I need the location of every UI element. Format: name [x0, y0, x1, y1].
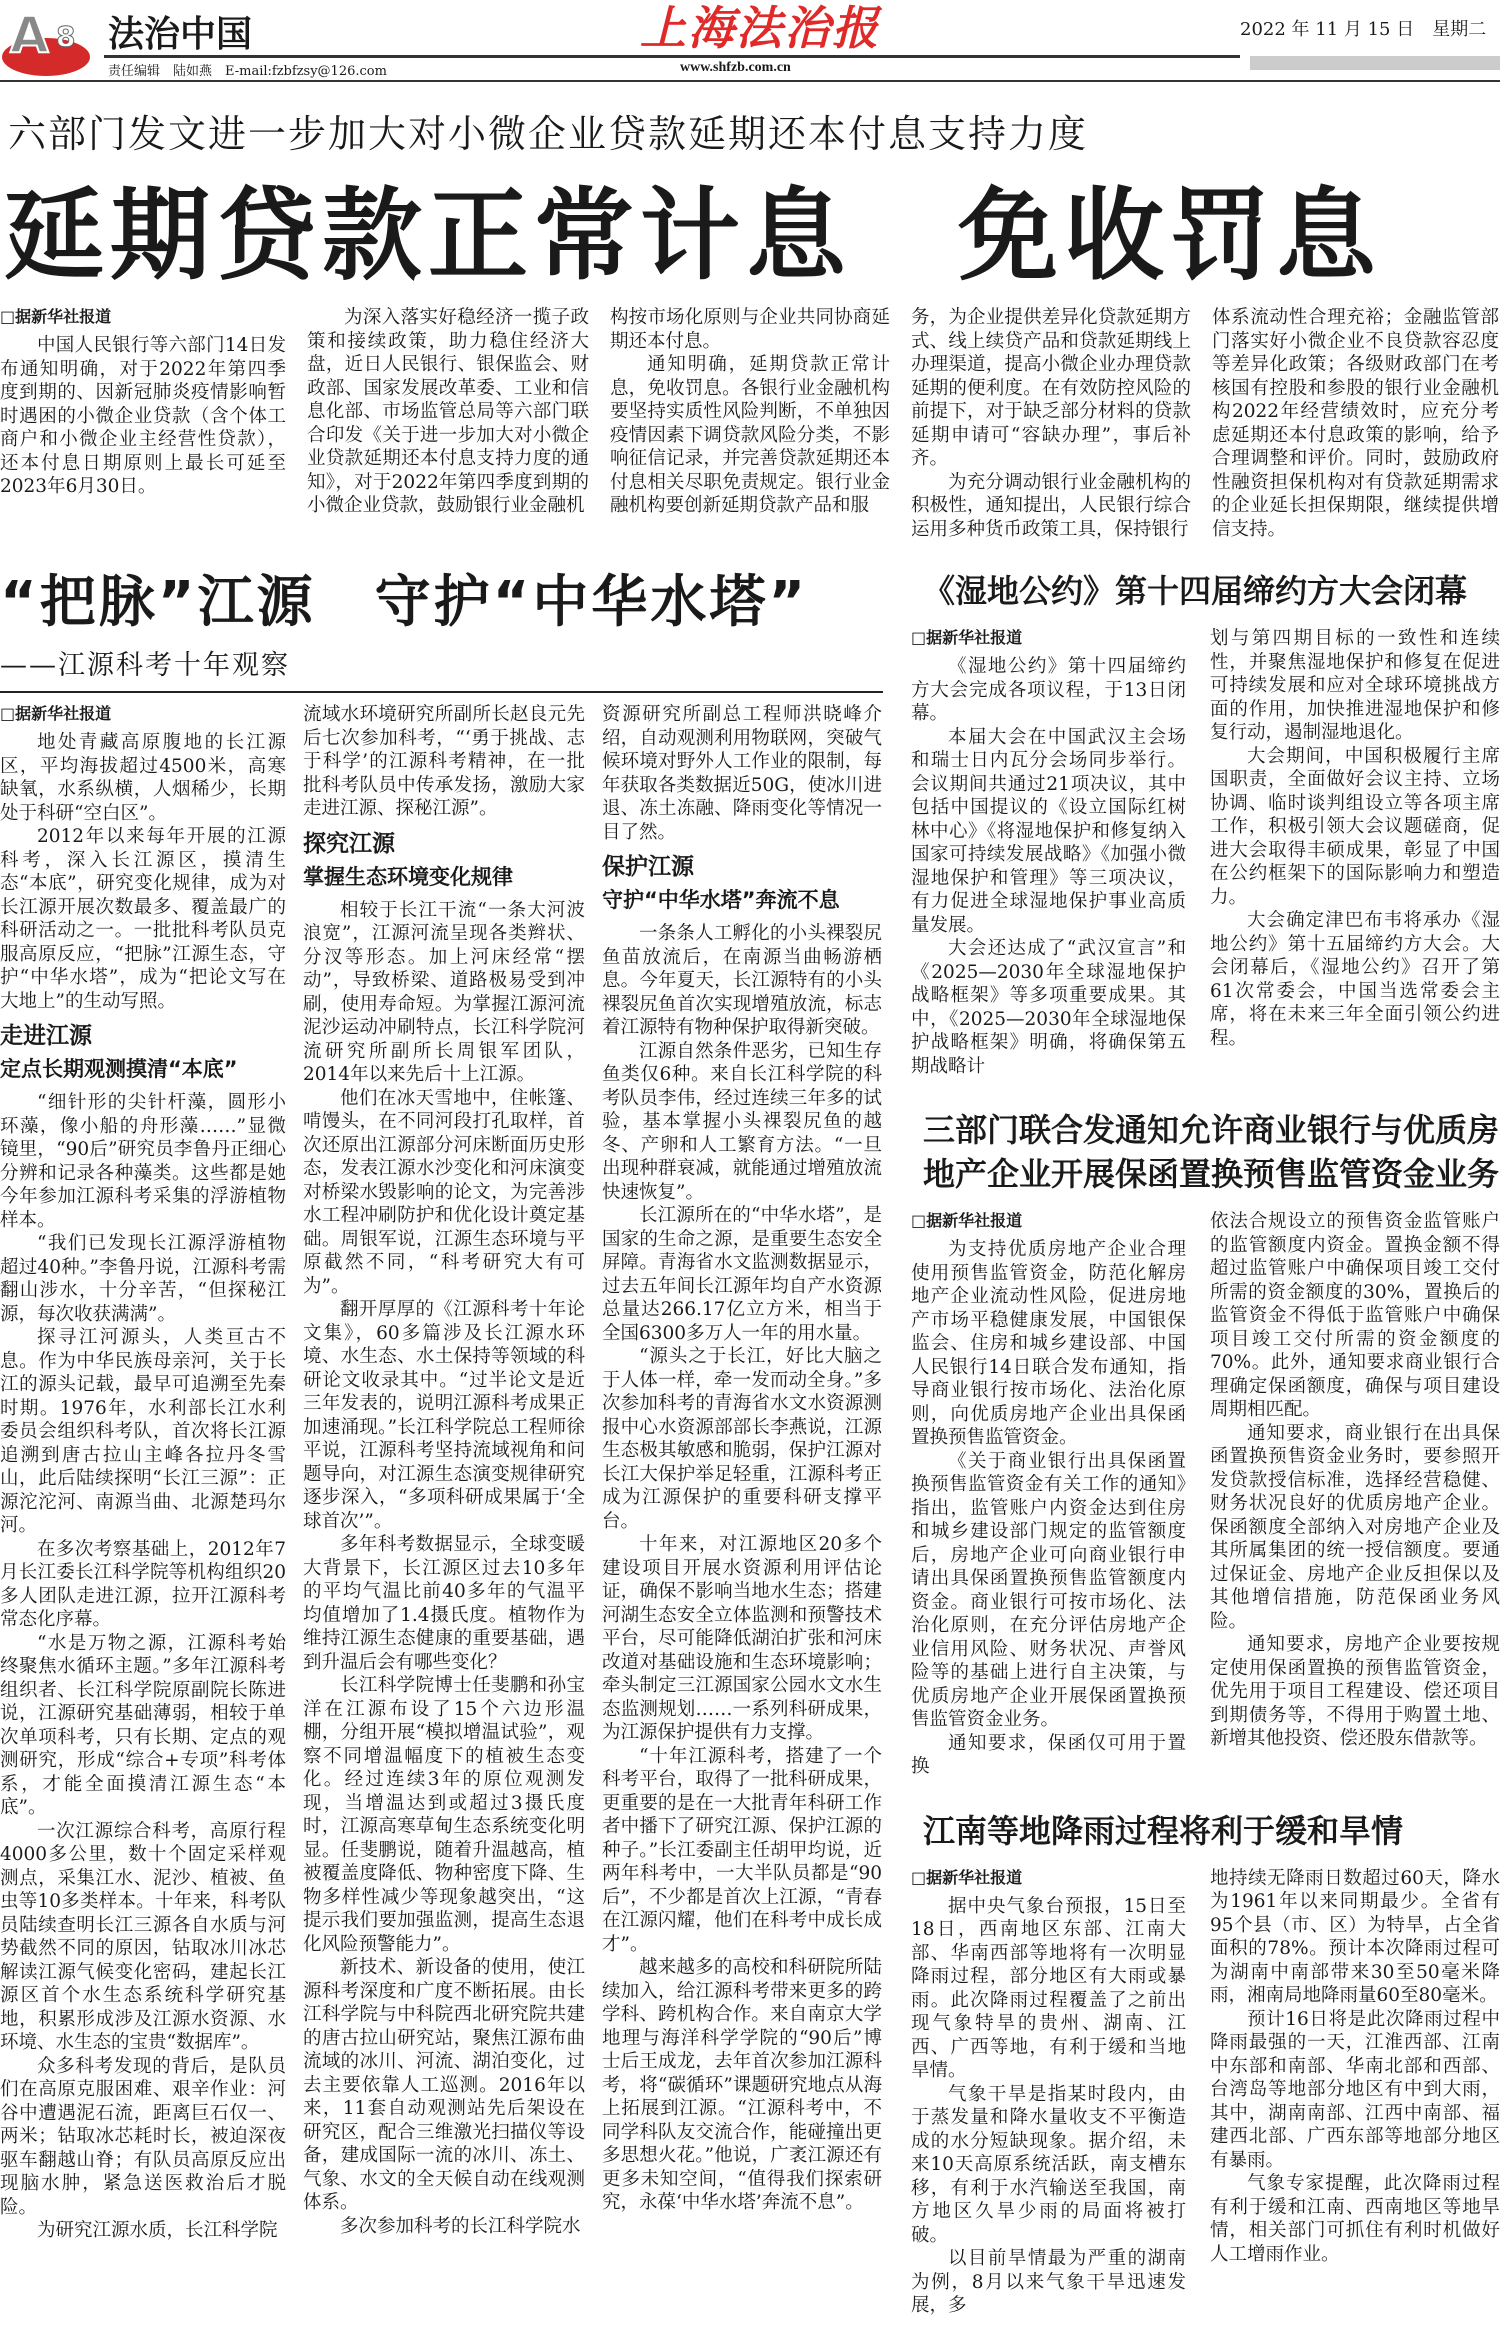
issue-date: 2022 年 11 月 15 日 星期二 [1240, 19, 1487, 40]
guarantee-column [911, 1210, 1186, 1779]
paragraph: 据中央气象台预报，15日至18日，西南地区东部、江南大部、华南西部等地将有一次明显降雨过程，部分地区有大雨或暴雨。此次降雨过程覆盖了之前出现气象特旱的贵州、湖南、江西、广西等地，有利于缓和当地旱情。 [911, 1895, 1186, 2081]
paragraph: 大会还达成了“武汉宣言”和《2025—2030年全球湿地保护战略框架》等多项重要成果。其中，《2025—2030年全球湿地保护战略框架》明确，将确保第五期战略计 [911, 938, 1186, 1077]
paragraph: 长江科学院博士任斐鹏和孙宝洋在江源布设了15个六边形温棚，分组开展“模拟增温试验”，观察不同增温幅度下的植被生态变化。经过连续3年的原位观测发现，当增温达到或超过3摄氏度时，江源高寒草甸生态系统变化明显。任斐鹏说，随着升温越高，植被覆盖度降低、物种密度下降、生物多样性减少等现象越突出，“这提示我们要加强监测，提高生态退化风险预警能力”。 [303, 1675, 585, 1955]
page-number-badge [0, 6, 92, 76]
paragraph: “十年江源科考，搭建了一个科考平台，取得了一批科研成果，更重要的是在一大批青年科研工作者中播下了研究江源、保护江源的种子。”长江委副主任胡甲均说，近两年科考中，一大半队员都是“90后”，不少都是首次上江源，“青春在江源闪耀，他们在科考中成长成才”。 [602, 1745, 882, 1955]
paragraph: 翻开厚厚的《江源科考十年论文集》，60多篇涉及长江源水环境、水生态、水土保持等领域的科研论文收录其中。“过半论文是近三年发表的，说明江源科考成果正加速涌现。”长江科学院总工程师徐平说，江源科考坚持流域视角和问题导向，对江源生态演变规律研究逐步深入，“多项科研成果属于‘全球首次’”。 [303, 1299, 585, 1532]
paragraph: 他们在冰天雪地中，住帐篷、啃馒头，在不同河段打孔取样，首次还原出江源部分河床断面历史形态，发表江源水沙变化和河床演变对桥梁水毁影响的论文，为完善涉水工程冲刷防护和优化设计奠定基础。周银军说，江源生态环境与平原截然不同，“科考研究大有可为”。 [303, 1087, 585, 1297]
paragraph: 本届大会在中国武汉主会场和瑞士日内瓦分会场同步举行。会议期间共通过21项决议，其中包括中国提议的《设立国际红树林中心》《将湿地保护和修复纳入国家可持续发展战略》《加强小微湿地保护和管理》等三项决议，有力促进全球湿地保护事业高质量发展。 [911, 726, 1186, 936]
byline: □据新华社报道 [911, 628, 1023, 647]
wetland-headline: 《湿地公约》第十四届缔约方大会闭幕 [923, 572, 1468, 610]
section-subheading: 守护“中华水塔”奔流不息 [602, 888, 840, 912]
rain-article [911, 1809, 1500, 2318]
paragraph: 为深入落实好稳经济一揽子政策和接续政策，助力稳住经济大盘，近日人民银行、银保监会、财政部、国家发展改革委、工业和信息化部、市场监管总局等六部门联合印发《关于进一步加大对小微企业贷款延期还本付息支持力度的通知》，对于2022年第四季度到期的小微企业贷款，鼓励银行业金融机 [307, 307, 589, 516]
paragraph: 多次参加科考的长江科学院水 [340, 2215, 581, 2237]
jiangyuan-headline: “把脉”江源 守护“中华水塔” [0, 570, 809, 635]
paragraph: 预计16日将是此次降雨过程中降雨最强的一天，江淮西部、江南中东部和南部、华南北部和西部、台湾岛等地部分地区有中到大雨，其中，湖南南部、江西中南部、福建西北部、广西东部等地部分地区有暴雨。 [1210, 2008, 1500, 2171]
page-content [0, 110, 1500, 2348]
paragraph: 依法合规设立的预售资金监管账户的监管额度内资金。置换金额不得超过监管账户中确保项目竣工交付所需的资金额度的30%，置换后的监管资金不得低于监管账户中确保项目竣工交付所需的资金额度的70%。此外，通知要求商业银行合理确定保函额度，确保与项目建设周期相匹配。 [1210, 1211, 1500, 1420]
paragraph: 大会确定津巴布韦将承办《湿地公约》第十五届缔约方大会。大会闭幕后，《湿地公约》召开了第61次常委会，中国当选常委会主席，将在未来三年全面引领公约进程。 [1210, 910, 1500, 1049]
paragraph: 《湿地公约》第十四届缔约方大会完成各项议程，于13日闭幕。 [911, 656, 1186, 724]
paragraph: 大会期间，中国积极履行主席国职责，全面做好会议主持、立场协调、临时谈判组设立等各项主席工作，积极引领大会议题磋商，促进大会取得丰硕成果，彰显了中国在公约框架下的国际影响力和塑造力。 [1210, 745, 1500, 908]
grey-bar [1250, 56, 1500, 70]
page-letter: A [10, 6, 49, 64]
paragraph: 众多科考发现的背后，是队员们在高原克服困难、艰辛作业：河谷中遭遇泥石流，距离巨石仅一、两米；钻取冰芯耗时长，被迫深夜驱车翻越山脊；有队员高原反应出现脑水肿，紧急送医救治后才脱险。 [0, 2055, 286, 2218]
paragraph: 通知明确，延期贷款正常计息，免收罚息。各银行业金融机构要坚持实质性风险判断，不单独因疫情因素下调贷款风险分类，不影响征信记录，并完善贷款延期还本付息相关尽职免责规定。银行业金融机构要创新延期贷款产品和服 [610, 354, 890, 516]
paragraph: 新技术、新设备的使用，使江源科考深度和广度不断拓展。由长江科学院与中科院西北研究院共建的唐古拉山研究站，聚焦江源布曲流域的冰川、河流、湖泊变化，过去主要依靠人工巡测。2016年以来，11套自动观测站先后架设在研究区，配合三维激光扫描仪等设备，建成国际一流的冰川、冻土、气象、水文的全天候自动在线观测体系。 [303, 1957, 585, 2213]
paragraph: 《关于商业银行出具保函置换预售监管资金有关工作的通知》指出，监管账户内资金达到住房和城乡建设部门规定的监管额度后，房地产企业可向商业银行申请出具保函置换预售监管额度内资金。商业银行可按市场化、法治化原则，在充分评估房地产企业信用风险、财务状况、声誉风险等的基础上进行自主决策，与优质房地产企业开展保函置换预售监管资金业务。 [911, 1450, 1186, 1730]
jiangyuan-subtitle: ——江源科考十年观察 [0, 650, 290, 681]
paragraph: 一条条人工孵化的小头裸裂尻鱼苗放流后，在南源当曲畅游栖息。今年夏天，长江源特有的小头裸裂尻鱼首次实现增殖放流，标志着江源特有物种保护取得新突破。 [602, 923, 882, 1038]
paragraph: “我们已发现长江源浮游植物超过40种。”李鲁丹说，江源科考需翻山涉水，十分辛苦，“但探秘江源，每次收获满满”。 [0, 1233, 286, 1325]
lead-column [0, 306, 286, 499]
paragraph: 中国人民银行等六部门14日发布通知明确，对于2022年第四季度到期的、因新冠肺炎疫情影响暂时遇困的小微企业贷款（含个体工商户和小微企业主经营性贷款），还本付息日期原则上最长可延至2023年6月30日。 [0, 335, 286, 497]
paragraph: 地持续无降雨日数超过60天，降水为1961年以来同期最少。全省有95个县（市、区）为特旱，占全省面积的78%。预计本次降雨过程可为湖南中南部带来30至50毫米降雨，湘南局地降雨量60至80毫米。 [1210, 1867, 1500, 2006]
byline: □据新华社报道 [0, 704, 112, 723]
right-column [911, 569, 1500, 2348]
section-heading: 探究江源 [303, 830, 395, 857]
paragraph: 为充分调动银行业金融机构的积极性，通知提出，人民银行综合运用多种货币政策工具，保持银行 [911, 471, 1191, 540]
lead-headline: 延期贷款正常计息 免收罚息 [4, 177, 1382, 294]
guarantee-article [911, 1108, 1500, 1779]
paragraph: 气象干旱是指某时段内，由于蒸发量和降水量收支不平衡造成的水分短缺现象。据介绍，未来10天高原系统活跃，南支槽东移，有利于水汽输送至我国，南方地区久旱少雨的局面将被打破。 [911, 2083, 1186, 2246]
rain-column [1210, 1867, 1500, 2267]
paragraph: 相较于长江干流“一条大河波浪宽”，江源河流呈现各类辫状、分汊等形态。加上河床经常“摆动”，导致桥梁、道路极易受到冲刷，使用寿命短。为掌握江源河流泥沙运动冲刷特点，长江科学院河流研究所副所长周银军团队，2014年以来先后十上江源。 [303, 899, 585, 1085]
lower-section [0, 569, 1500, 2348]
paragraph: 地处青藏高原腹地的长江源区，平均海拔超过4500米，高寒缺氧，水系纵横，人烟稀少，长期处于科研“空白区”。 [0, 732, 286, 824]
rain-column [911, 1867, 1186, 2318]
lead-column [307, 306, 589, 518]
paragraph: 在多次考察基础上，2012年7月长江委长江科学院等机构组织20多人团队走进江源，拉开江源科考常态化序幕。 [0, 1538, 286, 1630]
paragraph: 体系流动性合理充裕；金融监管部门落实好小微企业不良贷款容忍度等差异化政策；各级财政部门在考核国有控股和参股的银行业金融机构2022年经营绩效时，应充分考虑延期还本付息政策的影响，给予合理调整和评价。同时，鼓励政府性融资担保机构对有贷款延期需求的企业延长担保期限，继续提供增信支持。 [1212, 307, 1499, 540]
paragraph: 通知要求，商业银行在出具保函置换预售资金业务时，要参照开发贷款授信标准，选择经营稳健、财务状况良好的优质房地产企业。保函额度全部纳入对房地产企业及其所属集团的统一授信额度。要通过保证金、房地产企业反担保以及其他增信措施，防范保函业务风险。 [1210, 1422, 1500, 1632]
section-heading: 走进江源 [0, 1023, 92, 1049]
masthead-logo: 上海法治报 [640, 1, 880, 55]
paragraph: 务，为企业提供差异化贷款延期方式、线上续贷产品和贷款延期线上办理渠道，提高小微企业办理贷款延期的便利度。在有效防控风险的前提下，对于缺乏部分材料的贷款延期申请可“容缺办理”，事后补齐。 [911, 307, 1191, 469]
section-title: 法治中国 [108, 14, 253, 55]
paragraph: 以目前旱情最为严重的湖南为例，8月以来气象干旱迅速发展，多 [911, 2248, 1186, 2316]
paragraph: 越来越多的高校和科研院所陆续加入，给江源科考带来更多的跨学科、跨机构合作。来自南京大学地理与海洋科学学院的“90后”博士后王成龙，去年首次参加江源科考，将“碳循环”课题研究地点从海上拓展到江源。“江源科考中，不同学科队友交流合作，能碰撞出更多思想火花。”他说，广袤江源还有更多未知空间，“值得我们探索研究，永葆‘中华水塔’奔流不息”。 [602, 1957, 882, 2213]
paragraph: 气象专家提醒，此次降雨过程有利于缓和江南、西南地区等地旱情，相关部门可抓住有利时机做好人工增雨作业。 [1210, 2173, 1500, 2265]
section-subheading: 定点长期观测摸清“本底” [0, 1057, 238, 1081]
header-bottom-rule [0, 80, 1500, 82]
jiangyuan-article [0, 569, 883, 2243]
paragraph: “水是万物之源，江源科考始终聚焦水循环主题。”多年江源科考组织者、长江科学院原副院长陈进说，江源研究基础薄弱，相较于单次单项科考，只有长期、定点的观测研究，形成“综合+专项”科考体系，才能全面摸清江源生态“本底”。 [0, 1632, 286, 1818]
guarantee-headline-line2: 地产企业开展保函置换预售监管资金业务 [923, 1155, 1500, 1193]
paragraph: 为研究江源水质，长江科学院 [37, 2220, 278, 2241]
paragraph: 构按市场化原则与企业共同协商延期还本付息。 [610, 307, 890, 352]
paragraph: 通知要求，房地产企业要按规定使用保函置换的预售监管资金，优先用于项目工程建设、偿还项目到期债务等，不得用于购置土地、新增其他投资、偿还股东借款等。 [1210, 1634, 1500, 1749]
paragraph: 多年科考数据显示，全球变暖大背景下，长江源区过去10多年的平均气温比前40多年的气温平均值增加了1.4摄氏度。植物作为维持江源生态健康的重要基础，遇到升温后会有哪些变化？ [303, 1534, 585, 1673]
jiangyuan-body [0, 703, 883, 2243]
paragraph: 为支持优质房地产企业合理使用预售监管资金，防范化解房地产企业流动性风险，促进房地产市场平稳健康发展，中国银保监会、住房和城乡建设部、中国人民银行14日联合发布通知，指导商业银行按市场化、法治化原则，向优质房地产企业出具保函置换预售监管资金。 [911, 1239, 1186, 1448]
paragraph: 长江源所在的“中华水塔”，是国家的生命之源，是重要生态安全屏障。青海省水文监测数据显示，过去五年间长江源年均自产水资源总量达266.17亿立方米，相当于全国6300多万人一年的用水量。 [602, 1205, 882, 1344]
website-url[interactable]: www.shfzb.com.cn [680, 60, 791, 75]
paragraph: “细针形的尖针杆藻，圆形小环藻，像小船的舟形藻……”显微镜里，“90后”研究员李鲁丹正细心分辨和记录各种藻类。这些都是她今年参加江源科考采集的浮游植物样本。 [0, 1092, 286, 1231]
lead-column [1212, 306, 1499, 541]
paragraph: 划与第四期目标的一致性和连续性，并聚焦湿地保护和修复在促进可持续发展和应对全球环境挑战方面的作用，加快推进湿地保护和修复行动，遏制湿地退化。 [1210, 628, 1500, 743]
lead-subtitle: 六部门发文进一步加大对小微企业贷款延期还本付息支持力度 [8, 112, 1089, 156]
wetland-article [911, 569, 1500, 1078]
paragraph: 江源自然条件恶劣，已知生存鱼类仅6种。来自长江科学院的科考队员李伟，经过连续三年多的试验，基本掌握小头裸裂尻鱼的越冬、产卵和人工繁育方法。“一旦出现种群衰减，就能通过增殖放流快速恢复”。 [602, 1040, 882, 1203]
byline: □据新华社报道 [911, 1211, 1023, 1230]
paragraph: 流域水环境研究所副所长赵良元先后七次参加科考，“‘勇于挑战、志于科学’的江源科考精神，在一批批科考队员中传承发扬，激励大家走进江源、探秘江源”。 [303, 704, 585, 819]
paragraph: 一次江源综合科考，高原行程4000多公里，数十个固定采样观测点，采集江水、泥沙、植被、鱼虫等10多类样本。十年来，科考队员陆续查明长江三源各自水质与河势截然不同的原因，钻取冰川冰芯解读江源气候变化密码，建起长江源区首个水生态系统科学研究基地，积累形成涉及江源水资源、水环境、水生态的宝贵“数据库”。 [0, 1820, 286, 2053]
byline: □据新华社报道 [0, 307, 112, 326]
wetland-column [1210, 627, 1500, 1050]
lead-article [0, 306, 1500, 541]
lead-column [610, 306, 890, 518]
rain-headline: 江南等地降雨过程将利于缓和旱情 [923, 1811, 1404, 1850]
byline: □据新华社报道 [911, 1867, 1023, 1887]
paragraph: 十年来，对江源地区20多个建设项目开展水资源利用评估论证，确保不影响当地水生态；搭建河湖生态安全立体监测和预警技术平台，尽可能降低湖泊扩张和河床改道对基础设施和生态环境影响；牵头制定三江源国家公园水文水生态监测规划……一系列科研成果，为江源保护提供有力支撑。 [602, 1534, 882, 1743]
paragraph: 通知要求，保函仅可用于置换 [911, 1732, 1186, 1777]
jiangyuan-column [0, 703, 286, 2243]
section-heading: 保护江源 [602, 854, 694, 880]
paragraph: 资源研究所副总工程师洪晓峰介绍，自动观测利用物联网，突破气候环境对野外人工作业的限制，每年获取各类数据近50G，使冰川进退、冻土冻融、降雨变化等情况一目了然。 [602, 704, 882, 843]
guarantee-column [1210, 1210, 1500, 1751]
jiangyuan-column [303, 703, 585, 2238]
jiangyuan-column [602, 703, 882, 2215]
page-num: 8 [56, 20, 76, 53]
guarantee-headline-line1: 三部门联合发通知允许商业银行与优质房 [923, 1111, 1500, 1149]
editor-line: 责任编辑 陆如燕 E-mail:fzbfzsy@126.com [108, 64, 387, 79]
lead-column [911, 306, 1191, 541]
wetland-column [911, 627, 1186, 1078]
paragraph: 探寻江河源头，人类亘古不息。作为中华民族母亲河，关于长江的源头记载，最早可追溯至先秦时期。1976年，水利部长江水利委员会组织科考队，首次将长江源追溯到唐古拉山主峰各拉丹冬雪山，此后陆续探明“长江三源”：正源沱沱河、南源当曲、北源楚玛尔河。 [0, 1327, 286, 1536]
paragraph: 2012年以来每年开展的江源科考，深入长江源区，摸清生态“本底”，研究变化规律，成为对长江源开展次数最多、覆盖最广的科研活动之一。一批批科考队员克服高原反应，“把脉”江源生态，守护“中华水塔”，成为“把论文写在大地上”的生动写照。 [0, 826, 286, 1012]
section-subheading: 掌握生态环境变化规律 [303, 864, 513, 889]
paragraph: “源头之于长江，好比大脑之于人体一样，牵一发而动全身。”多次参加科考的青海省水文水资源测报中心水资源部部长李燕说，江源生态极其敏感和脆弱，保护江源对长江大保护举足轻重，江源科考正成为江源保护的重要科研支撑平台。 [602, 1346, 882, 1532]
divider [0, 691, 883, 693]
